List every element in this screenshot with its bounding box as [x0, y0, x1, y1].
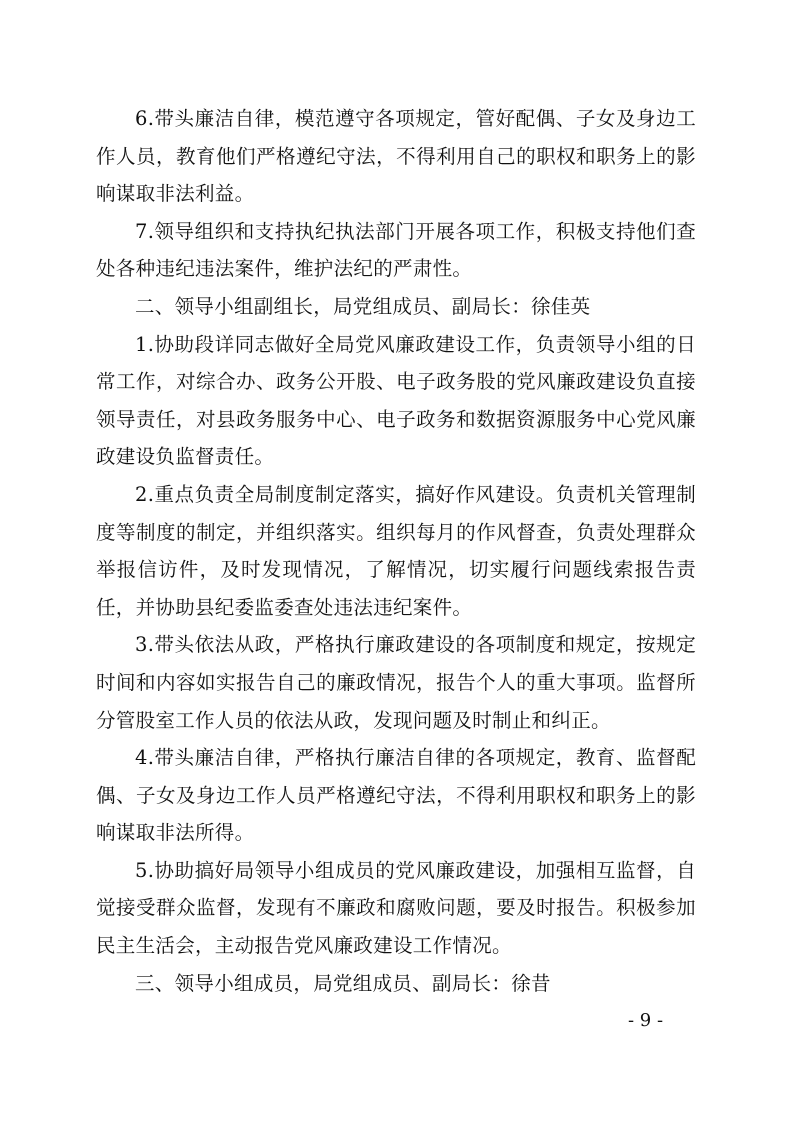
document-body — [96, 100, 696, 1002]
paragraph-deputy-item-1: 1.协助段详同志做好全局党风廉政建设工作，负责领导小组的日常工作，对综合办、政务公开股、电子政务股的党风廉政建设负直接领导责任，对县政务服务中心、电子政务和数据资源服务中心党风廉政建设负监督责任。 — [96, 332, 696, 469]
paragraph-item-7: 7.领导组织和支持执纪执法部门开展各项工作，积极支持他们查处各种违纪违法案件，维护法纪的严肃性。 — [96, 219, 696, 281]
page-number: - 9 - — [628, 1010, 664, 1031]
section-heading-deputy-leader: 二、领导小组副组长，局党组成员、副局长：徐佳英 — [135, 294, 591, 318]
paragraph-deputy-item-5: 5.协助搞好局领导小组成员的党风廉政建设，加强相互监督，自觉接受群众监督，发现有不廉政和腐败问题，要及时报告。积极参加民主生活会，主动报告党风廉政建设工作情况。 — [96, 858, 696, 958]
paragraph-item-6: 6.带头廉洁自律，模范遵守各项规定，管好配偶、子女及身边工作人员，教育他们严格遵纪守法，不得利用自己的职权和职务上的影响谋取非法利益。 — [96, 107, 696, 206]
paragraph-deputy-item-2: 2.重点负责全局制度制定落实，搞好作风建设。负责机关管理制度等制度的制定，并组织落实。组织每月的作风督查，负责处理群众举报信访件，及时发现情况，了解情况，切实履行问题线索报告责任，并协助县纪委监委查处违法违纪案件。 — [96, 482, 696, 619]
paragraph-deputy-item-4: 4.带头廉洁自律，严格执行廉洁自律的各项规定，教育、监督配偶、子女及身边工作人员严格遵纪守法，不得利用职权和职务上的影响谋取非法所得。 — [96, 746, 696, 845]
paragraph-deputy-item-3: 3.带头依法从政，严格执行廉政建设的各项制度和规定，按规定时间和内容如实报告自己的廉政情况，报告个人的重大事项。监督所分管股室工作人员的依法从政，发现问题及时制止和纠正。 — [96, 633, 696, 732]
section-heading-member: 三、领导小组成员，局党组成员、副局长：徐昔 — [135, 971, 551, 995]
